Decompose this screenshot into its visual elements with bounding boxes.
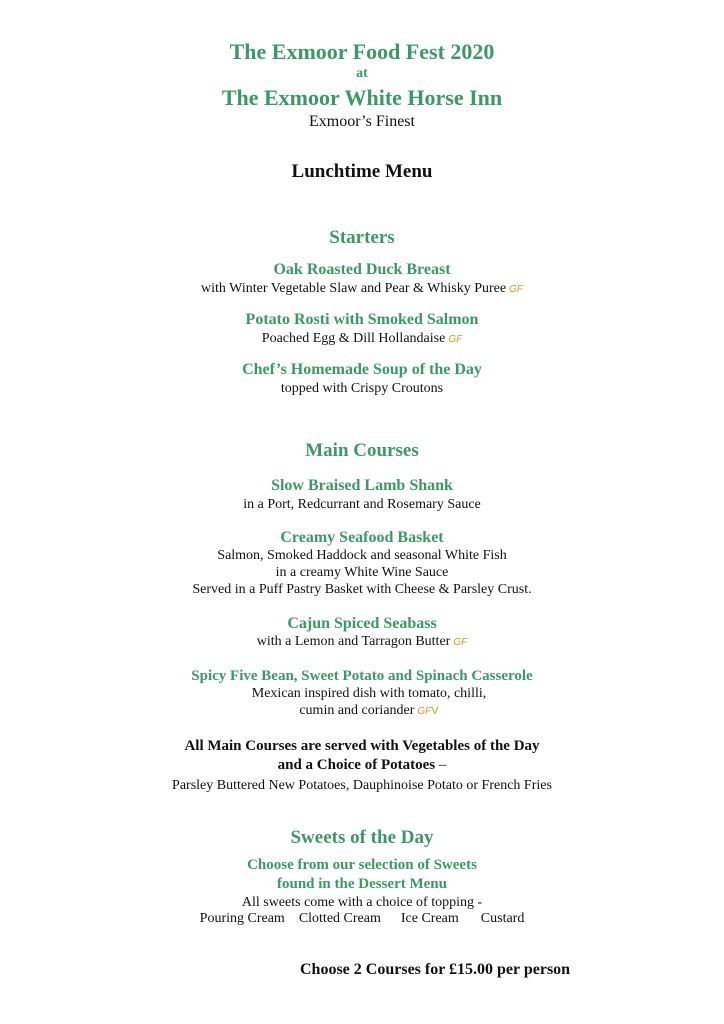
sweets-line-1: Choose from our selection of Sweets — [247, 857, 477, 873]
starter-3-name: Chef’s Homemade Soup of the Day — [242, 361, 482, 378]
main-1-name: Slow Braised Lamb Shank — [271, 477, 453, 494]
main-3-desc: with a Lemon and Tarragon Butter GF — [256, 634, 468, 649]
topping-item: Clotted Cream — [298, 911, 381, 926]
mains-heading: Main Courses — [305, 440, 419, 461]
starter-1-desc: with Winter Vegetable Slaw and Pear & Whisky Puree GF — [201, 281, 523, 296]
topping-item: Custard — [480, 911, 525, 926]
topping-item: Pouring Cream — [199, 911, 285, 926]
gf-tag: GF — [509, 284, 523, 295]
topping-intro: All sweets come with a choice of topping - — [241, 895, 483, 910]
event-title: The Exmoor Food Fest 2020 — [229, 39, 495, 64]
main-4-desc-2: cumin and coriander GFV — [299, 703, 439, 718]
main-1-desc: in a Port, Redcurrant and Rosemary Sauce — [243, 497, 481, 512]
sweets-heading: Sweets of the Day — [290, 827, 434, 848]
main-2-desc-3: Served in a Puff Pastry Basket with Cheese & Parsley Crust. — [192, 582, 532, 597]
potato-options: Parsley Buttered New Potatoes, Dauphinoise Potato or French Fries — [172, 778, 552, 793]
tagline: Exmoor’s Finest — [309, 113, 415, 130]
main-2-desc-2: in a creamy White Wine Sauce — [275, 565, 449, 580]
starter-2-desc: Poached Egg & Dill Hollandaise GF — [261, 331, 463, 346]
venue-name: The Exmoor White Horse Inn — [221, 85, 503, 110]
starter-1-name: Oak Roasted Duck Breast — [273, 261, 451, 278]
gf-tag: GF — [453, 637, 468, 648]
mains-note-2: and a Choice of Potatoes – — [277, 757, 447, 773]
gf-tag: GF — [417, 706, 432, 717]
sweets-line-2: found in the Dessert Menu — [276, 876, 447, 892]
mains-note-1: All Main Courses are served with Vegetables of the Day — [184, 738, 540, 754]
gf-tag: GF — [448, 334, 463, 345]
main-4-name: Spicy Five Bean, Sweet Potato and Spinach Casserole — [191, 668, 533, 684]
starter-2-name: Potato Rosti with Smoked Salmon — [245, 311, 479, 328]
topping-item: Ice Cream — [400, 911, 459, 926]
menu-name: Lunchtime Menu — [291, 161, 433, 182]
at-text: at — [356, 66, 368, 81]
vegetarian-tag: V — [431, 705, 439, 717]
topping-list — [0, 911, 724, 927]
main-2-name: Creamy Seafood Basket — [280, 529, 444, 546]
main-3-name: Cajun Spiced Seabass — [287, 615, 437, 632]
starters-heading: Starters — [329, 227, 395, 248]
main-2-desc-1: Salmon, Smoked Haddock and seasonal White Fish — [217, 548, 507, 563]
price-line: Choose 2 Courses for £15.00 per person — [300, 961, 571, 978]
main-4-desc-1: Mexican inspired dish with tomato, chilli, — [251, 686, 487, 701]
starter-3-desc: topped with Crispy Croutons — [280, 381, 444, 396]
